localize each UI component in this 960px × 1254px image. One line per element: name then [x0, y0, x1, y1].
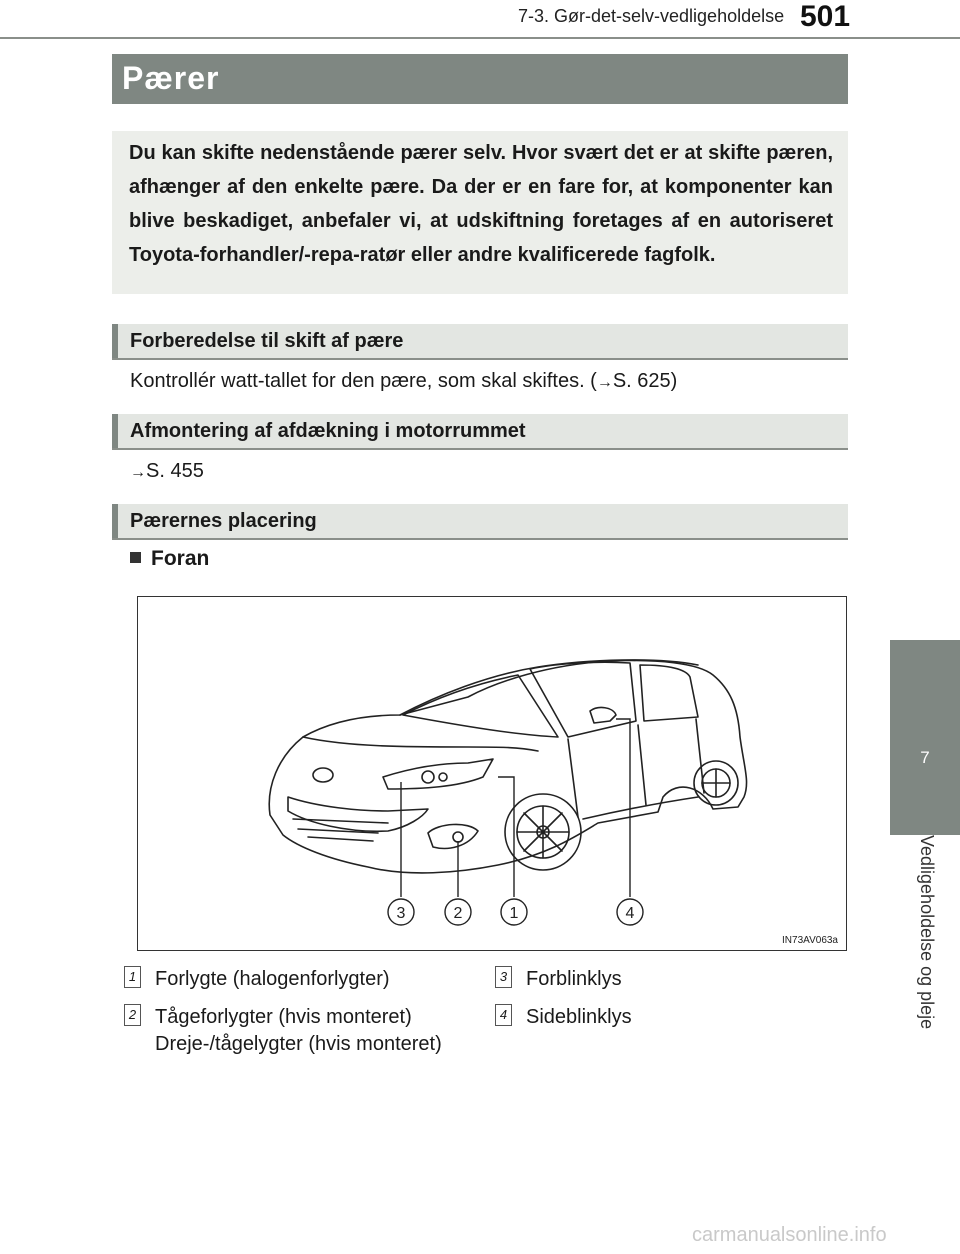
chapter-tab-label	[890, 835, 960, 1060]
figure-code: IN73AV063a	[782, 935, 838, 946]
section-heading-preparation: Forberedelse til skift af pære	[112, 324, 848, 360]
callout-label-3: 3	[396, 905, 406, 922]
preparation-text: Kontrollér watt-tallet for den pære, som skal skiftes. (→S. 625)	[130, 370, 678, 392]
legend-text: Tågeforlygter (hvis monteret) Dreje-/tågelygter (hvis monteret)	[155, 1006, 442, 1055]
callout-label-2: 2	[453, 905, 463, 922]
watermark: carmanualsonline.info	[692, 1224, 887, 1246]
legend-item-2	[124, 1004, 454, 1058]
intro-text: Du kan skifte nedenstående pærer selv. Hvor svært det er at skifte pæren, afhænger af den enkelte pære. Da der er en fare for, at komponenter kan blive beskadiget, anbefaler vi, at udskiftning foretages af en autoriseret Toyota-forhandler/-repa-ratør eller andre kvalificerede fagfolk.	[129, 142, 833, 266]
legend-text: Forlygte (halogenforlygter)	[155, 968, 390, 990]
legend-number: 3	[495, 966, 512, 988]
section-heading-engine-cover: Afmontering af afdækning i motorrummet	[112, 414, 848, 450]
subheading-front: Foran	[130, 547, 209, 571]
legend-number: 1	[124, 966, 141, 988]
chapter-number: 7	[920, 748, 930, 767]
car-front-figure	[137, 596, 847, 951]
square-bullet-icon	[130, 552, 141, 563]
arrow-icon: →	[130, 464, 146, 481]
legend-item-1	[124, 966, 390, 993]
legend-text: Forblinklys	[526, 968, 622, 990]
page-title: Pærer	[122, 60, 220, 96]
legend-item-3	[495, 966, 622, 993]
legend-number: 2	[124, 1004, 141, 1026]
car-illustration	[138, 597, 845, 949]
header-divider	[0, 37, 960, 39]
engine-cover-reference: →S. 455	[130, 460, 204, 482]
intro-box	[112, 131, 848, 294]
running-header: 7-3. Gør-det-selv-vedligeholdelse	[518, 6, 785, 26]
page-title-bar	[112, 54, 848, 104]
chapter-title: Vedligeholdelse og pleje	[917, 835, 937, 1030]
page-number: 501	[800, 0, 851, 33]
callout-label-4: 4	[625, 905, 635, 922]
legend-text: Sideblinklys	[526, 1006, 632, 1028]
section-heading-locations: Pærernes placering	[112, 504, 848, 540]
arrow-icon: →	[596, 374, 613, 391]
chapter-tab	[890, 640, 960, 835]
legend-number: 4	[495, 1004, 512, 1026]
callout-label-1: 1	[509, 905, 519, 922]
legend-item-4	[495, 1004, 632, 1031]
